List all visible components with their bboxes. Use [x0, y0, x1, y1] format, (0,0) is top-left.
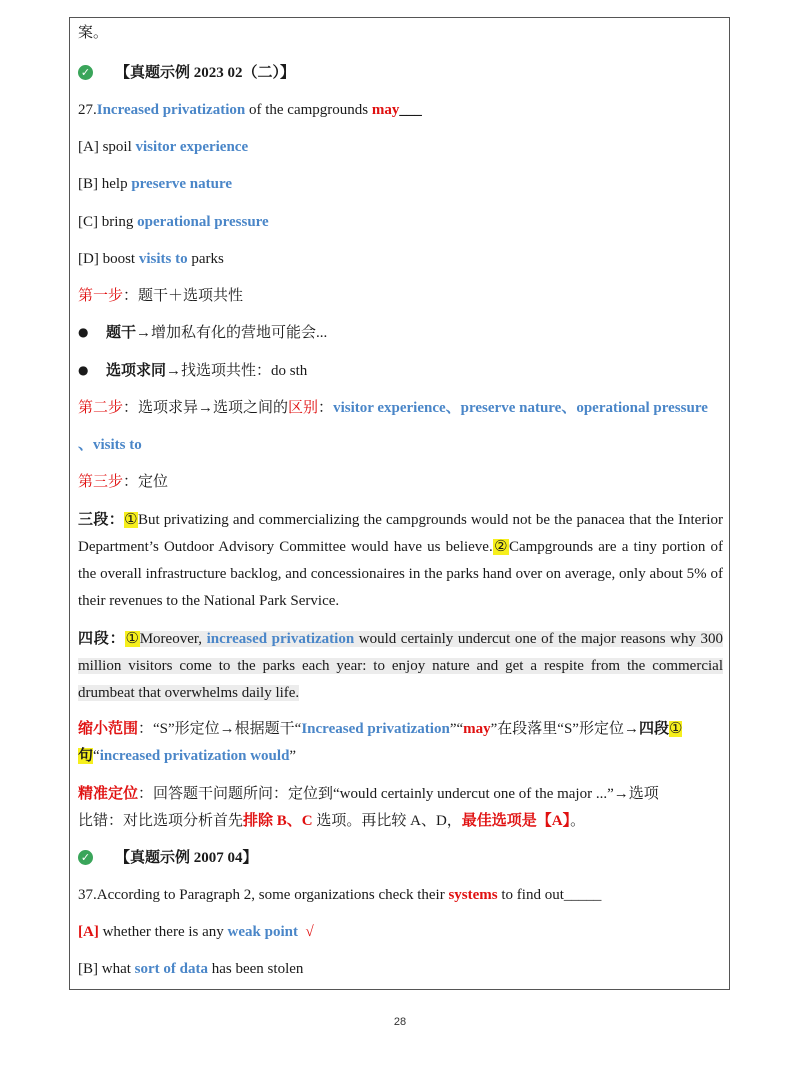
- bullet-term: 选项求同: [106, 363, 167, 379]
- option-key: visitor experience: [135, 139, 249, 155]
- page-number: 28: [393, 1016, 407, 1028]
- check-circle-icon: ✓: [78, 65, 93, 80]
- option-c: [78, 212, 269, 232]
- sentence-mark: ②: [492, 539, 509, 555]
- bullet-icon: ●: [78, 363, 89, 377]
- option-plain: help: [101, 176, 132, 192]
- example1-heading-text: 【真题示例 2023 02（二）】: [115, 65, 296, 81]
- bullet-text: →增加私有化的营地可能会...: [136, 325, 328, 341]
- stem-number: 27.: [78, 102, 97, 118]
- option-label: [C]: [78, 214, 102, 230]
- sentence-mark: ①: [125, 631, 140, 647]
- paragraph-4-excerpt: [78, 626, 723, 707]
- example1-heading: [78, 63, 295, 83]
- para4-key: increased privatization: [206, 631, 355, 647]
- precise-location-continued: [78, 811, 585, 831]
- precise-exclude: 排除 B、C: [243, 813, 313, 829]
- option-rest: parks: [187, 251, 224, 267]
- option-key: sort of data: [134, 961, 208, 977]
- paragraph-3-excerpt: [78, 507, 723, 615]
- stem-text: 37.According to Paragraph 2, some organizations check their: [78, 887, 449, 903]
- example2-option-b: [78, 959, 303, 979]
- option-key: visits to: [138, 251, 188, 267]
- option-rest: has been stolen: [208, 961, 304, 977]
- para3-sentence2: Campgrounds are a tiny portion of the overall infrastructure backlog, and concessionaires in the parks hand over on average, only about 5% of their revenues to the National Park Service.: [78, 539, 723, 609]
- stem-text: to find out_____: [497, 887, 602, 903]
- step3: [78, 472, 168, 492]
- narrow-scope-continued: [78, 746, 296, 766]
- option-label: [A]: [78, 139, 103, 155]
- step1-bullet-2: [106, 361, 307, 381]
- step3-text: ：定位: [123, 474, 169, 490]
- option-plain: what: [101, 961, 135, 977]
- example2-stem: [78, 885, 601, 905]
- precise-text: 比错：对比选项分析首先: [78, 813, 244, 829]
- option-key: weak point: [227, 924, 298, 940]
- step2-diff: 区别: [288, 400, 319, 416]
- option-label: [B]: [78, 961, 102, 977]
- option-label: [D]: [78, 251, 103, 267]
- para3-sentence1: But privatizing and commercializing the campgrounds would not be the panacea that the Interior Department’s Outdoor Advisory Committee would have us believe.: [78, 512, 723, 555]
- step2-items-continued: 、visits to: [78, 437, 142, 453]
- step1: [78, 286, 243, 306]
- stem-key: may: [371, 102, 400, 118]
- narrow-text: ”: [289, 748, 297, 764]
- narrow-key1: Increased privatization: [301, 721, 450, 737]
- bullet-text: →找选项共性：do sth: [166, 363, 308, 379]
- step2-label: 第二步: [78, 400, 124, 416]
- step2-colon: ：: [318, 400, 334, 416]
- option-plain: spoil: [102, 139, 136, 155]
- narrow-label: 缩小范围: [78, 721, 139, 737]
- precise-text: 选项。再比较 A、D，: [312, 813, 462, 829]
- narrow-text: ”“: [449, 721, 464, 737]
- para4-text2: would certainly undercut one of the major reasons why 300 million visitors come to the parks each year: to enjoy nature and get a respite from the commercial drumbeat that overwhelms daily life.: [78, 631, 723, 701]
- option-d: [78, 249, 224, 269]
- option-label: [A]: [78, 924, 99, 940]
- option-label: [B]: [78, 176, 102, 192]
- step2-items: visitor experience、preserve nature、operational pressure: [333, 400, 708, 416]
- check-circle-icon: ✓: [78, 850, 93, 865]
- option-key: preserve nature: [131, 176, 232, 192]
- step3-label: 第三步: [78, 474, 124, 490]
- example2-heading-text: 【真题示例 2007 04】: [115, 850, 258, 866]
- narrow-key3: increased privatization would: [99, 748, 290, 764]
- para4-text1: Moreover,: [139, 631, 207, 647]
- sentence-mark: 句: [78, 748, 94, 764]
- precise-text: ：回答题干问题所问：定位到“would certainly undercut one of the major ...”→选项: [138, 786, 659, 802]
- option-plain: whether there is any: [98, 924, 228, 940]
- bullet-icon: ●: [78, 325, 89, 339]
- page-content-frame: [69, 17, 730, 990]
- step1-label: 第一步: [78, 288, 124, 304]
- narrow-key2: may: [463, 721, 491, 737]
- narrow-para: 四段: [638, 721, 669, 737]
- example2-heading: [78, 848, 258, 868]
- stem-blank: ___: [399, 102, 422, 118]
- narrow-scope: [78, 719, 682, 739]
- option-b: [78, 174, 232, 194]
- option-plain: boost: [102, 251, 139, 267]
- narrow-text: ”在段落里“S”形定位→: [490, 721, 639, 737]
- step1-bullet-1: [106, 323, 327, 343]
- precise-text: 。: [570, 813, 586, 829]
- option-a: [78, 137, 248, 157]
- correct-check-icon: √: [297, 924, 314, 940]
- option-key: operational pressure: [137, 214, 269, 230]
- example2-option-a: [78, 922, 314, 942]
- stem-middle: of the campgrounds: [245, 102, 372, 118]
- stem-key: systems: [448, 887, 498, 903]
- intro-tail: 案。: [78, 25, 109, 41]
- option-plain: bring: [101, 214, 138, 230]
- precise-best-answer: 最佳选项是【A】: [461, 813, 571, 829]
- bullet-term: 题干: [106, 325, 137, 341]
- precise-label: 精准定位: [78, 786, 139, 802]
- sentence-mark: ①: [124, 512, 138, 528]
- para4-label: 四段：: [78, 631, 126, 647]
- para3-label: 三段：: [78, 512, 125, 528]
- step1-text: ：题干＋选项共性: [123, 288, 244, 304]
- narrow-text: “: [93, 748, 100, 764]
- step2-text: ：选项求异→选项之间的: [123, 400, 289, 416]
- sentence-mark: ①: [668, 721, 683, 737]
- stem-subject: Increased privatization: [96, 102, 246, 118]
- step2: [78, 398, 708, 418]
- narrow-text: ：“S”形定位→根据题干“: [138, 721, 302, 737]
- precise-location: [78, 784, 659, 804]
- example1-stem: [78, 100, 422, 120]
